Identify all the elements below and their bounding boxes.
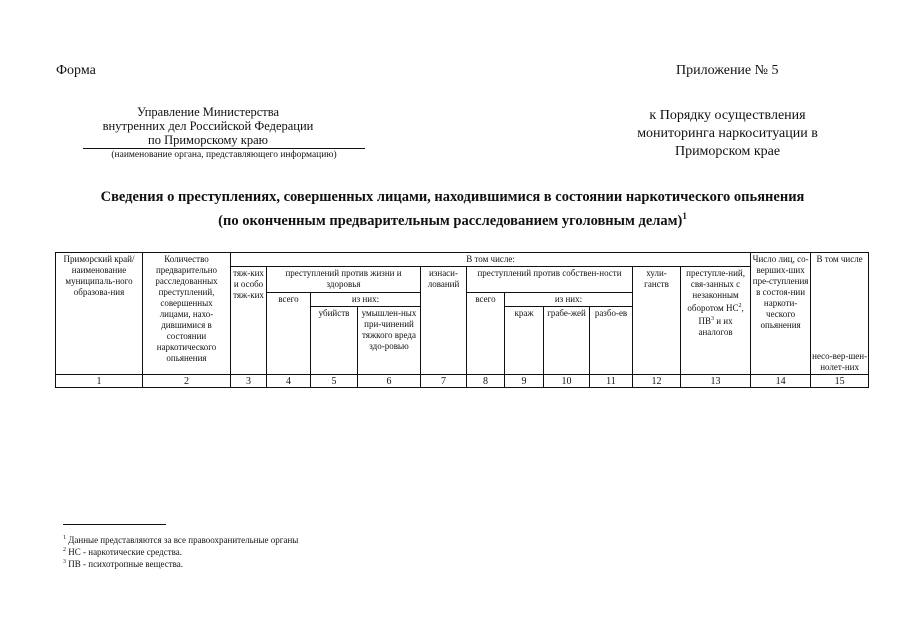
- against-life-header: преступлений против жизни и здоровья: [267, 267, 421, 293]
- col-rapes-header: изнаси-лований: [421, 267, 467, 375]
- order-line: Приморском крае: [674, 144, 781, 159]
- title-line-1: Сведения о преступлениях, совершенных лицами, находившимися в состоянии наркотического опьянения: [100, 189, 805, 205]
- col-hooliganism-header: хули-ганств: [633, 267, 681, 375]
- column-number: 12: [633, 375, 681, 388]
- col-persons-header: Число лиц, со-верших-ших пре-ступления в состоя-нии наркоти-ческого опьянения: [751, 253, 811, 375]
- org-caption: (наименование органа, представляющего информацию): [111, 150, 337, 160]
- signature-underline: [83, 148, 365, 149]
- order-line: к Порядку осуществления: [649, 108, 806, 123]
- col-incl-header: В том числе: [811, 253, 869, 307]
- column-number: 13: [681, 375, 751, 388]
- column-number: 3: [231, 375, 267, 388]
- col-drug-crimes-header: преступле-ний, свя-занных с незаконным оборотом $НС^2$, $ПВ^3$ и их аналогов: [681, 267, 751, 375]
- org-line: внутренних дел Российской Федерации: [102, 119, 314, 133]
- life-of-them-header: из них:: [311, 293, 421, 307]
- order-reference: [625, 107, 830, 161]
- column-number: 4: [267, 375, 311, 388]
- col-harm-header: умышлен-ных при-чинений тяжкого вреда здо-ровью: [358, 307, 421, 375]
- footnote-separator: [63, 524, 166, 525]
- col-life-total-header: всего: [267, 293, 311, 375]
- col-total-crimes-header: Количество предварительно расследованных преступлений, совершенных лицами, нахо-дившимися в состоянии наркотического опьянения: [143, 253, 231, 375]
- org-line: Управление Министерства: [136, 105, 280, 119]
- appendix-label: Приложение № 5: [676, 63, 779, 78]
- organization-name: [83, 105, 333, 147]
- in-total-header: В том числе:: [231, 253, 751, 267]
- column-number: 8: [467, 375, 505, 388]
- property-of-them-header: из них:: [505, 293, 633, 307]
- col-assaults-header: разбо-ев: [590, 307, 633, 375]
- column-number: 6: [358, 375, 421, 388]
- col-murders-header: убийств: [311, 307, 358, 375]
- col-thefts-header: краж: [505, 307, 544, 375]
- footnote-2: $^2$ НС - наркотические средства.: [63, 547, 183, 557]
- column-numbers-row: [56, 375, 869, 388]
- footnote-mark: 1: [682, 211, 687, 221]
- order-line: мониторинга наркоситуации в: [637, 126, 818, 141]
- col-grave-header: тяж-ких и особо тяж-ких: [231, 267, 267, 375]
- column-number: 10: [544, 375, 590, 388]
- column-number: 1: [56, 375, 143, 388]
- column-number: 5: [311, 375, 358, 388]
- footnote-1: $^1$ Данные представляются за все правоохранительные органы: [63, 535, 299, 545]
- col-minors-header: несо-вер-шен-нолет-них: [811, 307, 869, 375]
- column-number: 15: [811, 375, 869, 388]
- crime-statistics-table: [55, 252, 869, 388]
- title-line-2: (по оконченным предварительным расследованием уголовным делам)$^1$: [218, 211, 687, 229]
- column-number: 9: [505, 375, 544, 388]
- col-robberies-header: грабе-жей: [544, 307, 590, 375]
- column-number: 7: [421, 375, 467, 388]
- org-line: по Приморскому краю: [148, 133, 268, 147]
- column-number: 11: [590, 375, 633, 388]
- document-title: [70, 188, 835, 231]
- form-label: Форма: [56, 63, 96, 78]
- footnote-3: $^3$ ПВ - психотропные вещества.: [63, 559, 184, 569]
- against-property-header: преступлений против собствен-ности: [467, 267, 633, 293]
- column-number: 2: [143, 375, 231, 388]
- column-number: 14: [751, 375, 811, 388]
- col-property-total-header: всего: [467, 293, 505, 375]
- col-region-header: Приморский край/ наименование муниципаль-ного образова-ния: [56, 253, 143, 375]
